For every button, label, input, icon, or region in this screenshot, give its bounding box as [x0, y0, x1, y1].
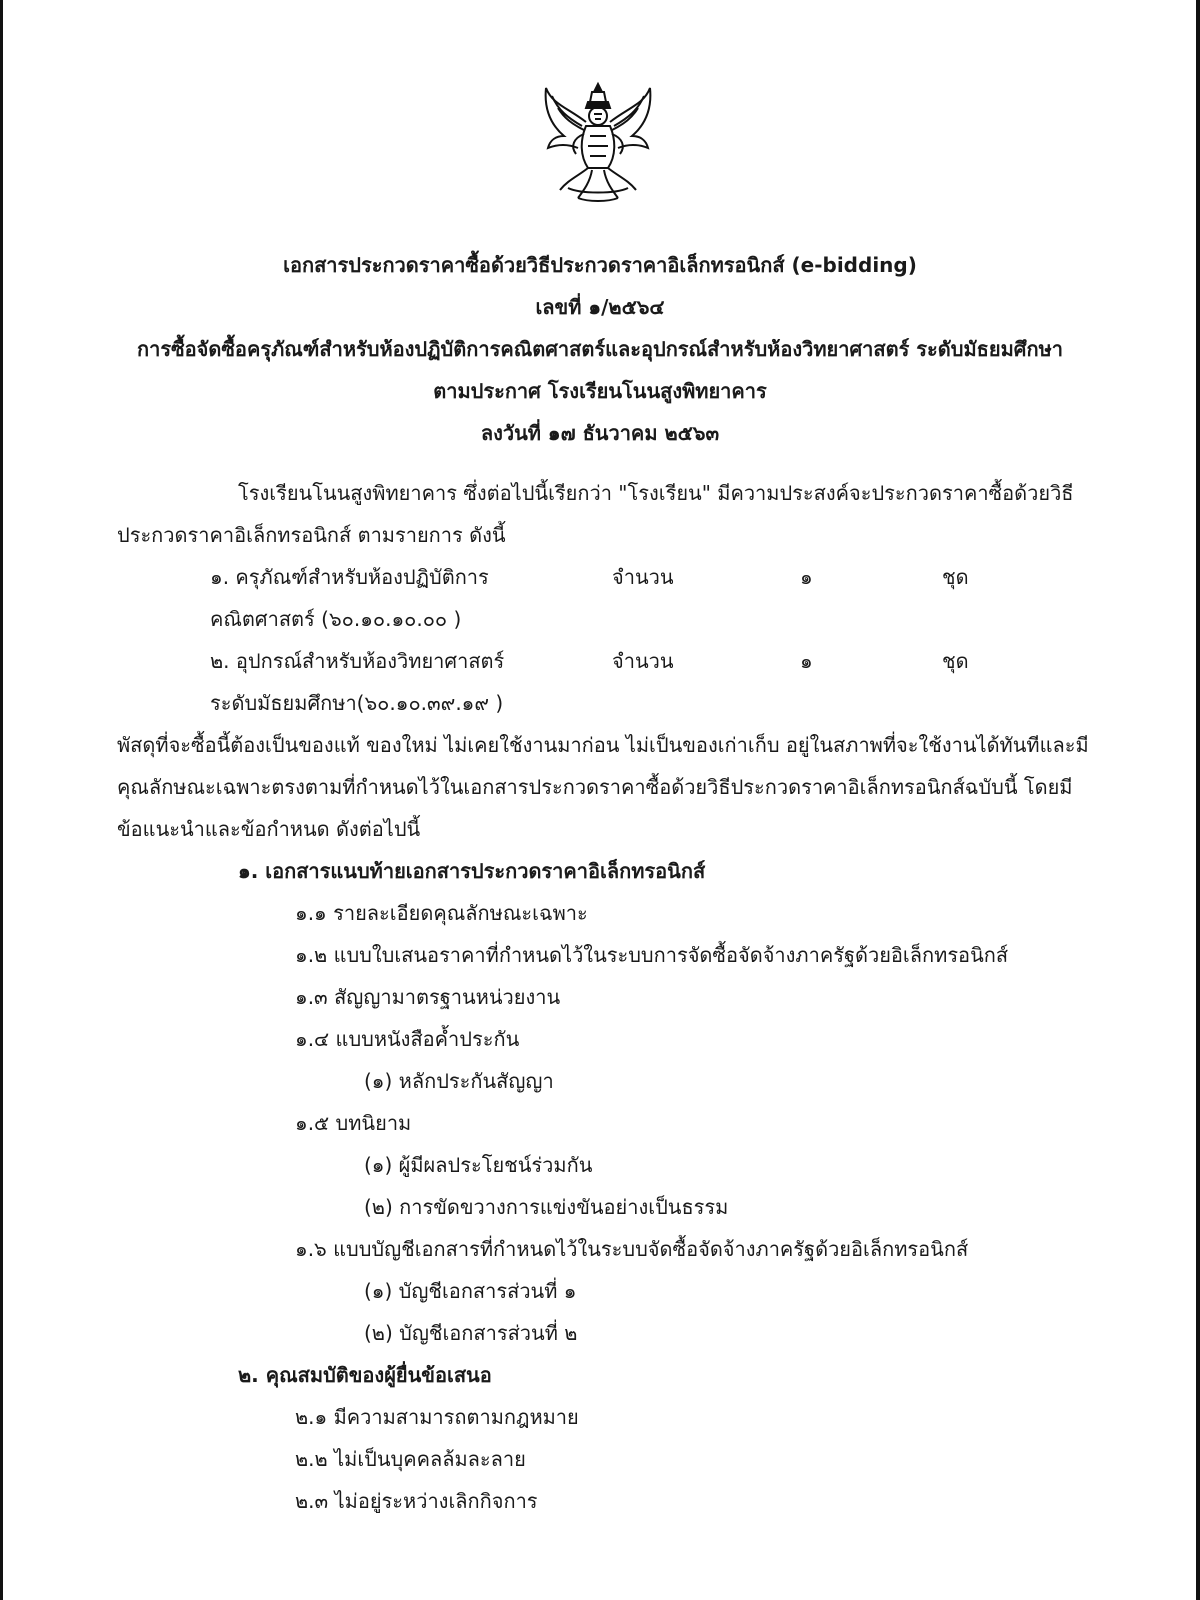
garuda-emblem-icon — [538, 78, 658, 206]
intro-line-2: ประกวดราคาอิเล็กทรอนิกส์ ตามรายการ ดังนี้ — [117, 523, 506, 547]
document-announcement: ตามประกาศ โรงเรียนโนนสูงพิทยาคาร — [433, 379, 767, 403]
intro-line-1: โรงเรียนโนนสูงพิทยาคาร ซึ่งต่อไปนี้เรียกว่า "โรงเรียน" มีความประสงค์จะประกวดราคาซื้อด้วยวิธี — [238, 481, 1074, 505]
section-1-title: ๑. เอกสารแนบท้ายเอกสารประกวดราคาอิเล็กทรอนิกส์ — [238, 859, 706, 883]
section-1-4: ๑.๔ แบบหนังสือค้ำประกัน — [295, 1027, 520, 1051]
section-1-5: ๑.๕ บทนิยาม — [295, 1111, 412, 1135]
item-1-qty-label: จำนวน — [612, 565, 674, 589]
conditions-line-1: พัสดุที่จะซื้อนี้ต้องเป็นของแท้ ของใหม่ ไม่เคยใช้งานมาก่อน ไม่เป็นของเก่าเก็บ อยู่ในสภาพที่จะใช้งานได้ทันทีและมี — [117, 733, 1089, 757]
item-2-unit: ชุด — [942, 649, 969, 673]
document-date: ลงวันที่ ๑๗ ธันวาคม ๒๕๖๓ — [480, 421, 720, 445]
section-1-5-2: (๒) การขัดขวางการแข่งขันอย่างเป็นธรรม — [364, 1195, 729, 1219]
section-1-3: ๑.๓ สัญญามาตรฐานหน่วยงาน — [295, 985, 561, 1009]
item-2-label: ๒. อุปกรณ์สำหรับห้องวิทยาศาสตร์ — [210, 649, 505, 673]
item-1-label: ๑. ครุภัณฑ์สำหรับห้องปฏิบัติการ — [210, 565, 489, 589]
item-2-label-cont: ระดับมัธยมศึกษา(๖๐.๑๐.๓๙.๑๙ ) — [210, 691, 504, 715]
section-2-title: ๒. คุณสมบัติของผู้ยื่นข้อเสนอ — [238, 1363, 492, 1387]
item-1-label-cont: คณิตศาสตร์ (๖๐.๑๐.๑๐.๐๐ ) — [210, 607, 462, 631]
section-2-2: ๒.๒ ไม่เป็นบุคคลล้มละลาย — [295, 1447, 526, 1471]
section-1-6-1: (๑) บัญชีเอกสารส่วนที่ ๑ — [364, 1279, 577, 1303]
section-2-3: ๒.๓ ไม่อยู่ระหว่างเลิกกิจการ — [295, 1489, 538, 1513]
section-2-1: ๒.๑ มีความสามารถตามกฎหมาย — [295, 1405, 579, 1429]
section-1-1: ๑.๑ รายละเอียดคุณลักษณะเฉพาะ — [295, 901, 588, 925]
section-1-6-2: (๒) บัญชีเอกสารส่วนที่ ๒ — [364, 1321, 578, 1345]
item-1-qty: ๑ — [800, 565, 813, 589]
conditions-line-2: คุณลักษณะเฉพาะตรงตามที่กำหนดไว้ในเอกสารประกวดราคาซื้อด้วยวิธีประกวดราคาอิเล็กทรอนิกส์ฉบับนี้ โดยมี — [117, 775, 1073, 799]
conditions-line-3: ข้อแนะนำและข้อกำหนด ดังต่อไปนี้ — [117, 817, 421, 841]
document-subject: การซื้อจัดซื้อครุภัณฑ์สำหรับห้องปฏิบัติการคณิตศาสตร์และอุปกรณ์สำหรับห้องวิทยาศาสตร์ ระดับมัธยมศึกษา — [136, 337, 1063, 361]
section-1-6: ๑.๖ แบบบัญชีเอกสารที่กำหนดไว้ในระบบจัดซื้อจัดจ้างภาครัฐด้วยอิเล็กทรอนิกส์ — [295, 1237, 969, 1261]
item-1-unit: ชุด — [942, 565, 969, 589]
section-1-5-1: (๑) ผู้มีผลประโยชน์ร่วมกัน — [364, 1153, 593, 1177]
section-1-2: ๑.๒ แบบใบเสนอราคาที่กำหนดไว้ในระบบการจัดซื้อจัดจ้างภาครัฐด้วยอิเล็กทรอนิกส์ — [295, 943, 1009, 967]
section-1-4-1: (๑) หลักประกันสัญญา — [364, 1069, 554, 1093]
document-title: เอกสารประกวดราคาซื้อด้วยวิธีประกวดราคาอิเล็กทรอนิกส์ (e-bidding) — [283, 253, 917, 277]
item-2-qty: ๑ — [800, 649, 813, 673]
document-number: เลขที่ ๑/๒๕๖๔ — [535, 295, 665, 319]
item-2-qty-label: จำนวน — [612, 649, 674, 673]
